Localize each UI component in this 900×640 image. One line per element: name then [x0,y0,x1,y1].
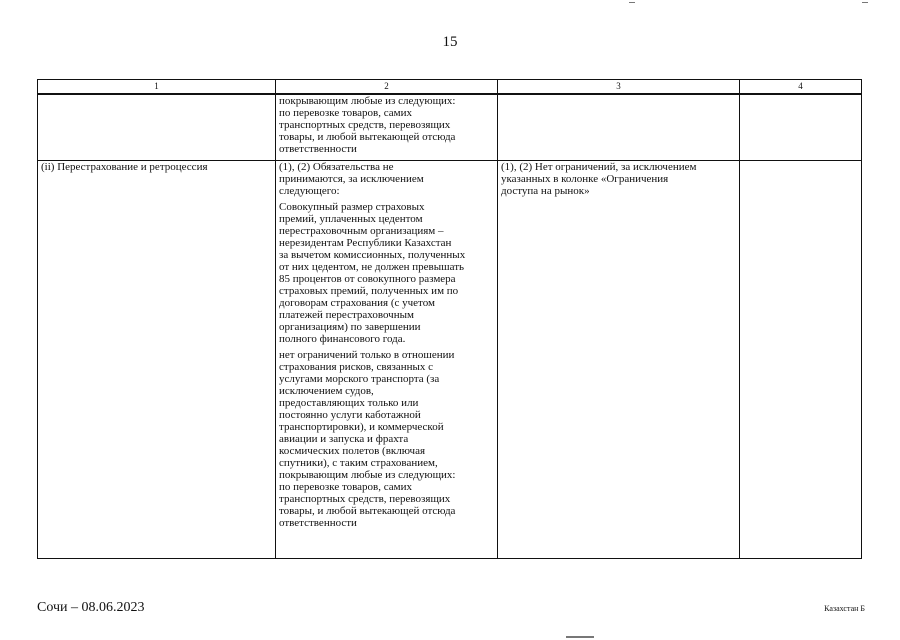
column-header-2: 2 [276,80,498,95]
cell-text: покрывающим любые из следующих: по перевозке товаров, самих транспортных средств, перевозящих товары, и любой вытекающей отсюда ответственности [279,95,456,155]
cell-national-treatment [498,94,740,161]
cell-national-treatment [498,161,740,559]
page-number: 15 [442,34,458,50]
table-row [38,94,862,161]
sector-title: (ii) Перестрахование и ретроцессия [41,161,208,173]
table-header-row [38,80,862,95]
scan-mark [566,636,594,638]
column-header-1: 1 [38,80,276,95]
cell-additional [740,94,862,161]
cell-additional [740,161,862,559]
cell-market-access [276,161,498,559]
paragraph: Совокупный размер страховых премий, уплаченных цедентом перестраховочным организациям – нерезидентам Республики Казахстан за вычетом комиссионных, полученных от них цедентом, не должен превышать 85 процентов от совокупного размера страховых премий, полученных им по договорам страхования (с учетом платежей перестраховочным организациям) по завершении полного финансового года. [279,201,466,345]
footer-date: Сочи – 08.06.2023 [37,600,145,615]
column-header-4: 4 [740,80,862,95]
cell-market-access [276,94,498,161]
footer-country-label: Казахстан Б [824,604,865,613]
table-row [38,161,862,559]
paragraph: (1), (2) Обязательства не принимаются, за исключением следующего: [279,161,424,197]
cell-text: (1), (2) Нет ограничений, за исключением указанных в колонке «Ограничения доступа на рынок» [501,161,697,197]
scan-mark [629,2,635,3]
paragraph: нет ограничений только в отношении страхования рисков, связанных с услугами морского транспорта (за исключением судов, предоставляющих только или постоянно услуги каботажной транспортировки), и коммерческой авиации и запуска и фрахта космических полетов (включая спутники), с таким страхованием, покрывающим любые из следующих: по перевозке товаров, самих транспортных средств, перевозящих товары, и любой вытекающей отсюда ответственности [279,349,456,529]
scan-mark [862,2,868,3]
column-header-3: 3 [498,80,740,95]
commitments-table [37,79,862,559]
cell-sector [38,161,276,559]
cell-sector [38,94,276,161]
